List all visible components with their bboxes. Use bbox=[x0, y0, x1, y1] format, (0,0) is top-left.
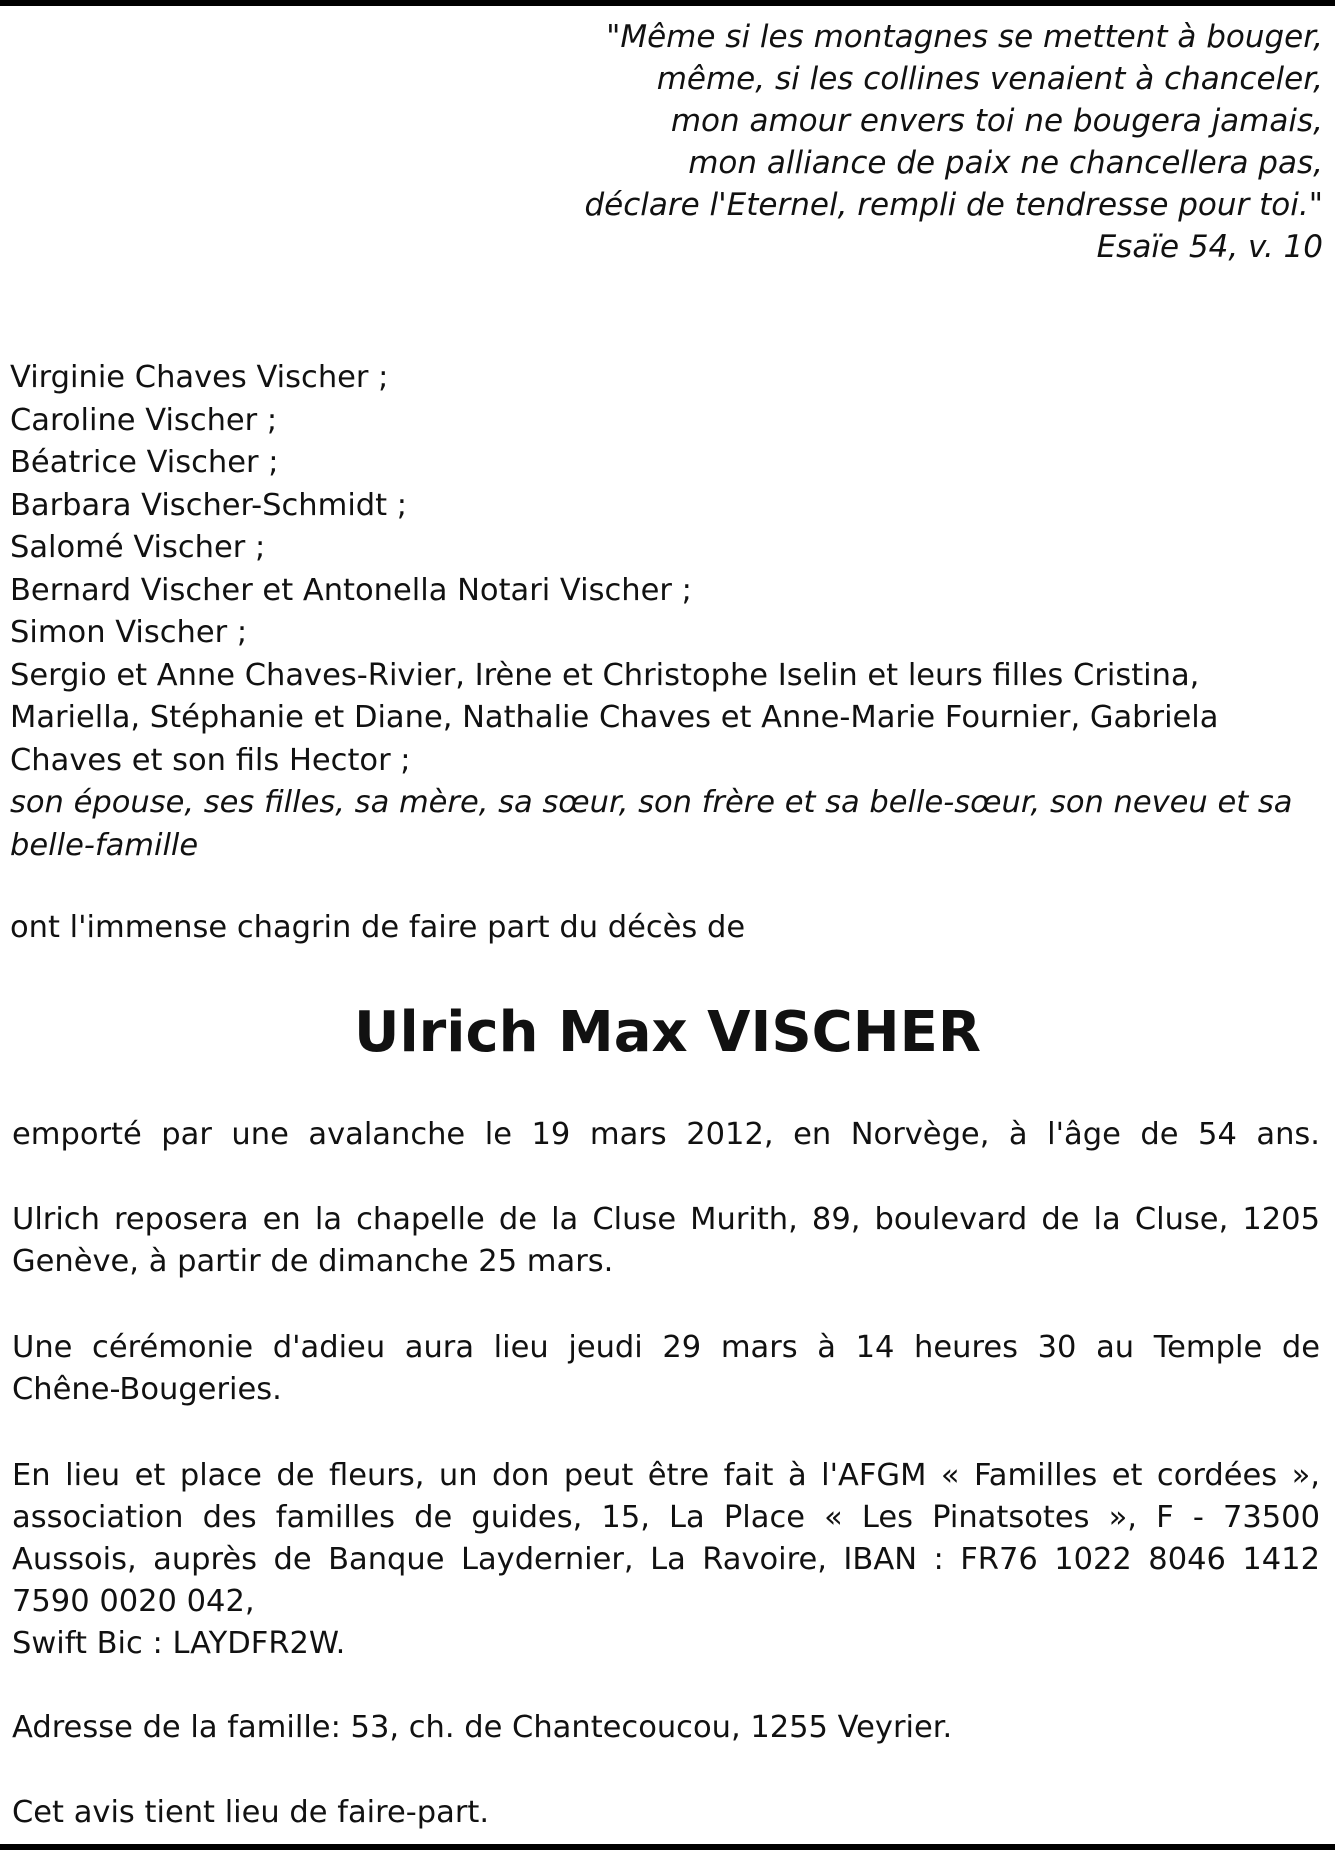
epigraph-line: mon amour envers toi ne bougera jamais, bbox=[670, 103, 1323, 139]
epigraph-line: "Même si les montagnes se mettent à bouger, bbox=[606, 19, 1323, 55]
epigraph-line: déclare l'Eternel, rempli de tendresse pour toi." bbox=[584, 187, 1323, 223]
viewing-line: Genève, à partir de dimanche 25 mars. bbox=[12, 1244, 614, 1279]
donation-line: Aussois, auprès de Banque Laydernier, La Ravoire, IBAN : FR76 1022 8046 1412 bbox=[12, 1542, 1320, 1577]
family-member-line: Chaves et son fils Hector ; bbox=[10, 742, 411, 778]
viewing-paragraph bbox=[12, 1199, 1320, 1283]
notice-paragraph bbox=[12, 1792, 1320, 1834]
family-member-line: Sergio et Anne Chaves-Rivier, Irène et Christophe Iselin et leurs filles Cristina, bbox=[10, 657, 1200, 693]
ceremony-line: Chêne-Bougeries. bbox=[12, 1372, 282, 1407]
top-border-rule bbox=[0, 0, 1335, 6]
donation-line: 7590 0020 042, bbox=[12, 1584, 255, 1619]
donation-line: association des familles de guides, 15, La Place « Les Pinatsotes », F - 73500 bbox=[12, 1500, 1320, 1535]
deceased-name: Ulrich Max VISCHER bbox=[353, 1000, 982, 1065]
family-address-paragraph bbox=[12, 1707, 1320, 1749]
family-member-line: Mariella, Stéphanie et Diane, Nathalie Chaves et Anne-Marie Fournier, Gabriela bbox=[10, 700, 1219, 735]
family-relation-line: son épouse, ses filles, sa mère, sa sœur, son frère et sa belle-sœur, son neveu et sa bbox=[10, 785, 1293, 820]
family-relation-line: belle-famille bbox=[10, 827, 199, 863]
viewing-line: Ulrich reposera en la chapelle de la Cluse Murith, 89, boulevard de la Cluse, 1205 bbox=[12, 1202, 1320, 1237]
ceremony-paragraph bbox=[12, 1327, 1320, 1411]
family-member-line: Béatrice Vischer ; bbox=[10, 445, 279, 480]
epigraph-quote bbox=[323, 16, 1323, 268]
family-address-line: Adresse de la famille: 53, ch. de Chantecoucou, 1255 Veyrier. bbox=[12, 1710, 953, 1745]
family-members-list bbox=[10, 357, 1320, 867]
family-member-line: Virginie Chaves Vischer ; bbox=[10, 360, 389, 395]
announcement-text: ont l'immense chagrin de faire part du décès de bbox=[10, 910, 746, 945]
ceremony-line: Une cérémonie d'adieu aura lieu jeudi 29 mars à 14 heures 30 au Temple de bbox=[12, 1330, 1320, 1365]
family-member-line: Salomé Vischer ; bbox=[10, 530, 266, 565]
death-line: emporté par une avalanche le 19 mars 2012, en Norvège, à l'âge de 54 ans. bbox=[12, 1117, 1320, 1152]
family-member-line: Simon Vischer ; bbox=[10, 615, 248, 650]
epigraph-line: même, si les collines venaient à chanceler, bbox=[656, 61, 1323, 97]
notice-line: Cet avis tient lieu de faire-part. bbox=[12, 1795, 490, 1830]
donation-paragraph bbox=[12, 1455, 1320, 1665]
donation-line: Swift Bic : LAYDFR2W. bbox=[12, 1626, 346, 1661]
family-member-line: Barbara Vischer-Schmidt ; bbox=[10, 487, 408, 523]
death-paragraph bbox=[12, 1114, 1320, 1156]
family-member-line: Caroline Vischer ; bbox=[10, 402, 278, 438]
bottom-border-rule bbox=[0, 1844, 1335, 1850]
donation-line: En lieu et place de fleurs, un don peut être fait à l'AFGM « Familles et cordées », bbox=[12, 1458, 1320, 1493]
epigraph-reference: Esaïe 54, v. 10 bbox=[1096, 229, 1323, 265]
epigraph-line: mon alliance de paix ne chancellera pas, bbox=[688, 145, 1323, 181]
family-member-line: Bernard Vischer et Antonella Notari Vischer ; bbox=[10, 572, 692, 608]
